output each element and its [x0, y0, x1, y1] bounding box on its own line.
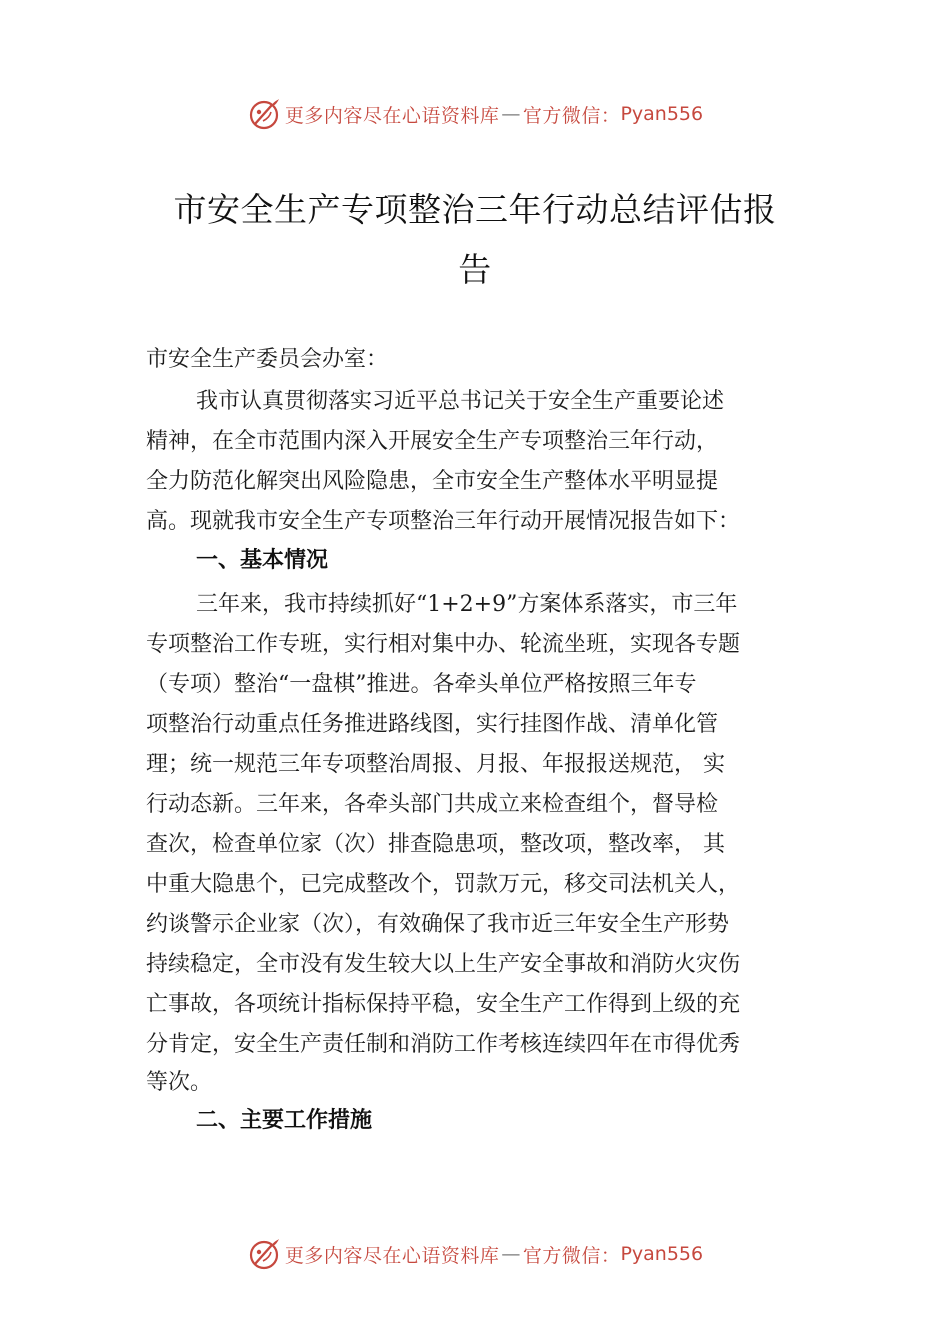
watermark-dash: — — [501, 1243, 521, 1265]
paragraph-line: 约谈警示企业家（次），有效确保了我市近三年安全生产形势 — [146, 912, 730, 937]
recipient-line: 市安全生产委员会办室： — [146, 347, 389, 372]
watermark-wechat-id: Pyan556 — [620, 103, 704, 125]
watermark-footer — [0, 1234, 950, 1274]
paragraph-line: 理；统一规范三年专项整治周报、月报、年报报送规范， 实 — [146, 752, 725, 777]
watermark-dash: — — [501, 103, 521, 125]
paragraph-line: 持续稳定，全市没有发生较大以上生产安全事故和消防火灾伤 — [146, 952, 741, 977]
quill-logo-icon — [247, 97, 281, 131]
paragraph-line: （专项）整治“一盘棋”推进。各牵头单位严格按照三年专 — [146, 672, 697, 697]
section-heading-main-measures: 二、主要工作措施 — [196, 1108, 373, 1133]
watermark-slogan: 更多内容尽在心语资料库 — [284, 1244, 500, 1267]
paragraph-line: 三年来，我市持续抓好“1+2+9”方案体系落实，市三年 — [196, 592, 738, 617]
paragraph-line: 行动态新。三年来，各牵头部门共成立来检查组个，督导检 — [146, 792, 719, 817]
paragraph-line: 我市认真贯彻落实习近平总书记关于安全生产重要论述 — [196, 389, 725, 414]
paragraph-line: 高。现就我市安全生产专项整治三年行动开展情况报告如下： — [146, 509, 741, 534]
section-heading-basic-situation: 一、基本情况 — [196, 548, 329, 573]
paragraph-line: 亡事故，各项统计指标保持平稳，安全生产工作得到上级的充 — [146, 992, 741, 1017]
paragraph-line: 精神，在全市范围内深入开展安全生产专项整治三年行动， — [146, 429, 719, 454]
quill-logo-icon — [247, 1237, 281, 1271]
watermark-wechat-id: Pyan556 — [620, 1243, 704, 1265]
paragraph-line: 等次。 — [146, 1070, 213, 1095]
paragraph-line: 专项整治工作专班，实行相对集中办、轮流坐班，实现各专题 — [146, 632, 741, 657]
watermark-slogan: 更多内容尽在心语资料库 — [284, 104, 500, 127]
watermark-header — [0, 94, 950, 134]
document-title-line-1: 市安全生产专项整治三年行动总结评估报 — [173, 190, 777, 229]
paragraph-line: 全力防范化解突出风险隐患，全市安全生产整体水平明显提 — [146, 469, 719, 494]
document-title-line-2: 告 — [458, 250, 492, 289]
watermark-official-label: 官方微信： — [522, 1244, 621, 1267]
paragraph-line: 分肯定，安全生产责任制和消防工作考核连续四年在市得优秀 — [146, 1032, 741, 1057]
watermark-official-label: 官方微信： — [522, 104, 621, 127]
paragraph-line: 中重大隐患个，已完成整改个，罚款万元，移交司法机关人， — [146, 872, 741, 897]
paragraph-line: 查次，检查单位家（次）排查隐患项，整改项，整改率， 其 — [146, 832, 725, 857]
paragraph-line: 项整治行动重点任务推进路线图，实行挂图作战、清单化管 — [146, 712, 719, 737]
